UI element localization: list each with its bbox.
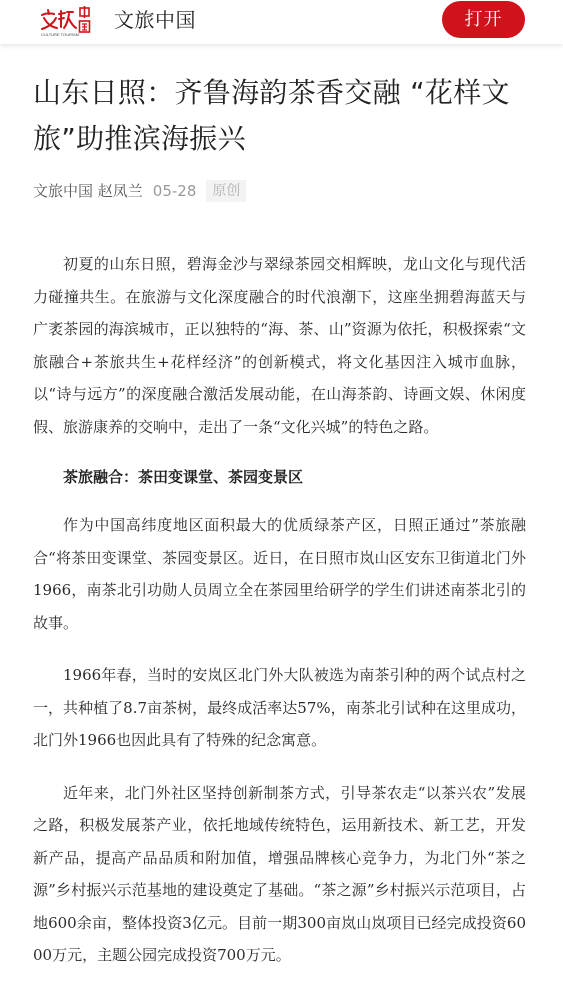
- paragraph: 作为中国高纬度地区面积最大的优质绿茶产区，日照正通过”茶旅融合“将茶田变课堂、茶园变景区。近日，在日照市岚山区安东卫街道北门外1966，南茶北引功勋人员周立全在茶园里给研学的学生们讲述南茶北引的故事。: [33, 516, 526, 632]
- top-bar: [0, 0, 563, 44]
- brand-name: 文旅中国: [114, 8, 196, 32]
- article-title: 山东日照：齐鲁海韵茶香交融 “花样文旅”助推滨海振兴: [33, 76, 510, 155]
- section-heading: 茶旅融合：茶田变课堂、茶园变景区: [63, 468, 304, 486]
- article-body: [33, 248, 526, 992]
- paragraph: 1966年春，当时的安岚区北门外大队被选为南茶引种的两个试点村之一，共种植了8.7亩茶树，最终成活率达57%，南茶北引试种在这里成功，北门外1966也因此具有了特殊的纪念寓意。: [33, 666, 526, 749]
- open-app-button[interactable]: 打开: [442, 1, 525, 38]
- logo-caption: CULTURE TOURISM: [41, 32, 80, 37]
- paragraph: 初夏的山东日照，碧海金沙与翠绿茶园交相辉映，龙山文化与现代活力碰撞共生。在旅游与文化深度融合的时代浪潮下，这座坐拥碧海蓝天与广袤茶园的海滨城市，正以独特的“海、茶、山”资源为依托，积极探索“文旅融合+茶旅共生+花样经济”的创新模式，将文化基因注入城市血脉，以“诗与远方”的深度融合激活发展动能，在山海茶韵、诗画文娱、休闲度假、旅游康养的交响中，走出了一条“文化兴城”的特色之路。: [33, 255, 526, 436]
- article-meta: [33, 178, 246, 204]
- article-author[interactable]: 文旅中国 赵凤兰: [33, 182, 143, 200]
- original-badge: 原创: [206, 180, 246, 202]
- article-date: 05-28: [152, 182, 197, 200]
- paragraph: 近年来，北门外社区坚持创新制茶方式，引导茶农走“以茶兴农”发展之路，积极发展茶产业，依托地域传统特色，运用新技术、新工艺，开发新产品，提高产品品质和附加值，增强品牌核心竞争力，为北门外“茶之源”乡村振兴示范基地的建设奠定了基础。“茶之源”乡村振兴示范项目，占地600余亩，整体投资3亿元。目前一期300亩岚山岚项目已经完成投资6000万元，主题公园完成投资700万元。: [33, 783, 526, 964]
- wenlv-logo[interactable]: [38, 5, 92, 37]
